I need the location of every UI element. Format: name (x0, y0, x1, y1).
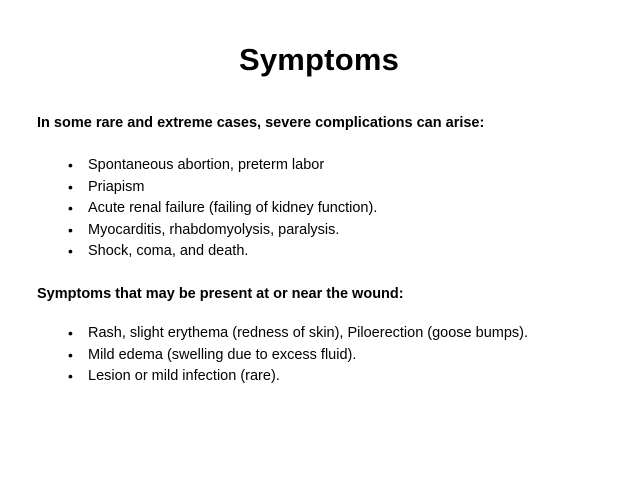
bullet-icon: • (68, 346, 73, 363)
list-item-text: Lesion or mild infection (rare). (88, 368, 280, 384)
list-item (68, 345, 528, 367)
list-item (68, 155, 377, 177)
bullet-icon: • (68, 221, 73, 238)
section-heading-wound-symptoms: Symptoms that may be present at or near the wound: (37, 286, 404, 302)
list-item (68, 323, 528, 345)
list-item-text: Shock, coma, and death. (88, 243, 249, 259)
bullet-icon: • (68, 325, 73, 341)
list-item-text: Acute renal failure (failing of kidney function). (88, 200, 378, 216)
list-item (68, 198, 377, 220)
list-item (68, 241, 377, 263)
list-item-text: Rash, slight erythema (redness of skin), Piloerection (goose bumps). (88, 325, 529, 341)
complications-list (68, 155, 377, 263)
bullet-icon: • (68, 368, 73, 384)
bullet-icon: • (68, 200, 73, 216)
bullet-icon: • (68, 178, 73, 195)
list-item-text: Priapism (88, 178, 145, 195)
list-item (68, 220, 377, 242)
bullet-icon: • (68, 243, 73, 259)
section-heading-complications: In some rare and extreme cases, severe complications can arise: (37, 115, 485, 131)
list-item-text: Spontaneous abortion, preterm labor (88, 157, 325, 173)
bullet-icon: • (68, 157, 73, 173)
slide-title: Symptoms (238, 42, 400, 77)
list-item-text: Myocarditis, rhabdomyolysis, paralysis. (88, 221, 340, 238)
list-item (68, 366, 528, 388)
list-item (68, 177, 377, 199)
list-item-text: Mild edema (swelling due to excess fluid). (88, 346, 357, 363)
wound-symptoms-list (68, 323, 528, 388)
